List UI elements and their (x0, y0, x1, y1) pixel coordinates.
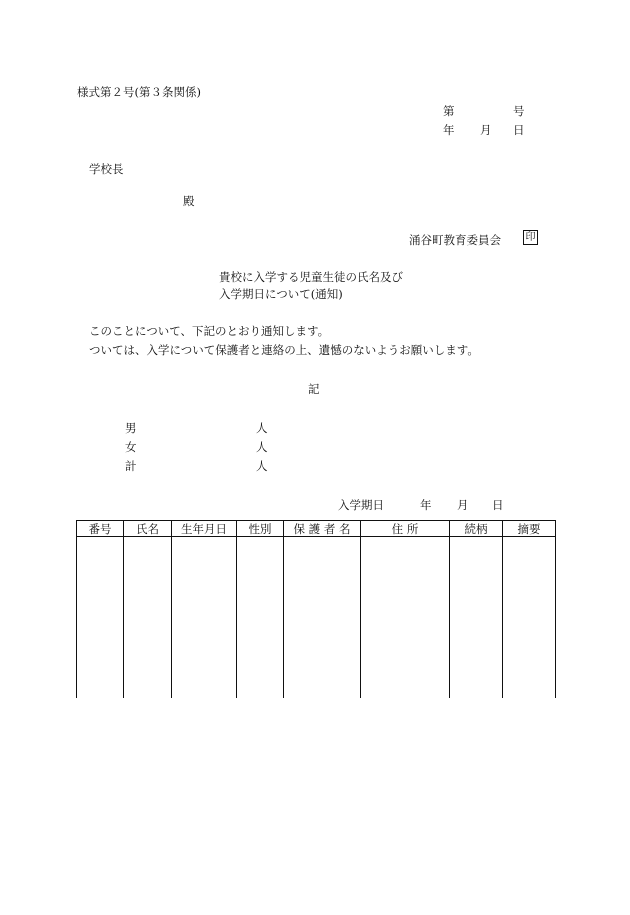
entry-date-year-label: 年 (420, 498, 432, 512)
cell-address[interactable] (361, 537, 450, 699)
subject-line-1: 貴校に入学する児童生徒の氏名及び (219, 270, 403, 284)
header-gender: 性別 (237, 521, 284, 537)
date-year-label: 年 (443, 123, 455, 137)
count-male-label: 男 (125, 421, 137, 435)
header-address: 住 所 (361, 521, 450, 537)
document-number-prefix: 第 (443, 104, 455, 118)
header-birthdate: 生年月日 (172, 521, 237, 537)
cell-number[interactable] (77, 537, 124, 699)
cell-name[interactable] (124, 537, 172, 699)
count-total-unit: 人 (256, 459, 268, 473)
cell-relationship[interactable] (450, 537, 503, 699)
header-guardian-name: 保 護 者 名 (284, 521, 361, 537)
entry-date-month-label: 月 (457, 498, 469, 512)
issuer-name: 涌谷町教育委員会 (409, 233, 501, 247)
cell-gender[interactable] (237, 537, 284, 699)
count-female-unit: 人 (256, 440, 268, 454)
count-total-label: 計 (125, 459, 137, 473)
body-line-2: ついては、入学について保護者と連絡の上、遺憾のないようお願いします。 (89, 343, 479, 357)
count-female-label: 女 (125, 440, 137, 454)
entry-date-day-label: 日 (492, 498, 504, 512)
header-number: 番号 (77, 521, 124, 537)
recipient-honorific: 殿 (183, 194, 195, 208)
table-header-row (77, 521, 556, 537)
entry-date-label: 入学期日 (338, 498, 384, 512)
header-remarks: 摘要 (503, 521, 556, 537)
subject-line-2: 入学期日について(通知) (219, 287, 343, 301)
cell-guardian-name[interactable] (284, 537, 361, 699)
date-month-label: 月 (480, 123, 492, 137)
form-number: 様式第２号(第３条関係) (77, 85, 201, 99)
body-line-1: このことについて、下記のとおり通知します。 (89, 324, 330, 338)
student-table (76, 520, 556, 698)
header-name: 氏名 (124, 521, 172, 537)
cell-birthdate[interactable] (172, 537, 237, 699)
recipient-title: 学校長 (89, 162, 124, 176)
header-relationship: 続柄 (450, 521, 503, 537)
date-day-label: 日 (513, 123, 525, 137)
seal-mark: 印 (523, 230, 538, 245)
cell-remarks[interactable] (503, 537, 556, 699)
count-male-unit: 人 (256, 421, 268, 435)
ki-heading: 記 (308, 382, 320, 396)
document-number-suffix: 号 (513, 104, 525, 118)
table-row (77, 537, 556, 699)
